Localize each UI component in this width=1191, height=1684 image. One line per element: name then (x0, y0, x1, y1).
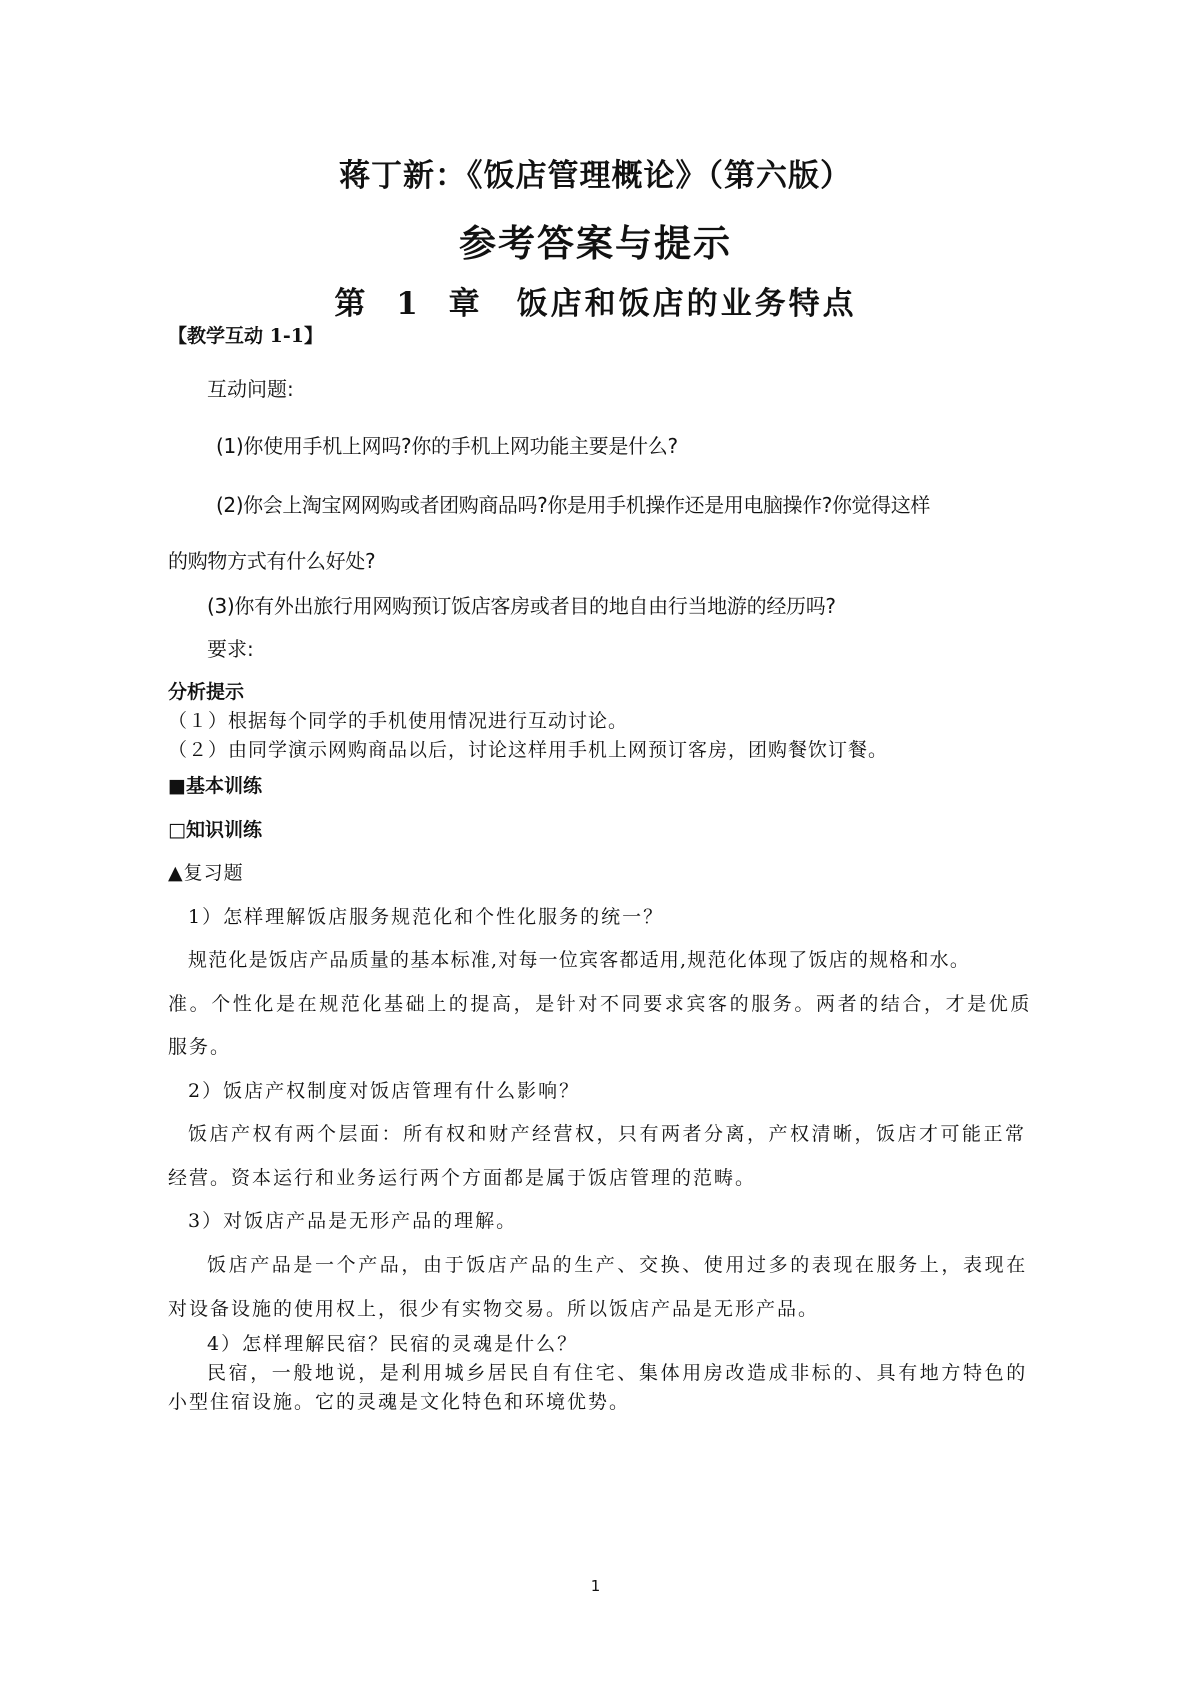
interaction-question-2-line-1: (2)你会上淘宝网网购或者团购商品吗?你是用手机操作还是用电脑操作?你觉得这样 (216, 493, 930, 517)
analysis-heading: 分析提示 (168, 681, 245, 703)
review-question-2: 2）饭店产权制度对饭店管理有什么影响？ (188, 1080, 581, 1102)
book-title: 蒋丁新：《饭店管理概论》（第六版） (339, 158, 852, 194)
interaction-question-3: (3)你有外出旅行用网购预订饭店客房或者目的地自由行当地游的经历吗? (207, 594, 836, 618)
interaction-section-label: 【教学互动 1-1】 (168, 325, 323, 347)
answer-1-line-2: 准。个性化是在规范化基础上的提高，是针对不同要求宾客的服务。两者的结合，才是优质 (168, 993, 1033, 1015)
review-question-4: 4）怎样理解民宿？民宿的灵魂是什么？ (207, 1333, 579, 1355)
answer-2-line-2: 经营。资本运行和业务运行两个方面都是属于饭店管理的范畴。 (168, 1167, 757, 1189)
answer-3-line-2: 对设备设施的使用权上，很少有实物交易。所以饭店产品是无形产品。 (168, 1298, 820, 1320)
interaction-question-1: (1)你使用手机上网吗?你的手机上网功能主要是什么? (216, 434, 678, 458)
answer-4-line-1: 民宿，一般地说，是利用城乡居民自有住宅、集体用房改造成非标的、具有地方特色的 (207, 1362, 1028, 1384)
chapter-title: 第 1 章 饭店和饭店的业务特点 (334, 286, 857, 322)
page-number: 1 (590, 1577, 601, 1595)
answer-3-line-1: 饭店产品是一个产品，由于饭店产品的生产、交换、使用过多的表现在服务上，表现在 (207, 1254, 1028, 1276)
answer-2-line-1: 饭店产权有两个层面：所有权和财产经营权，只有两者分离，产权清晰，饭店才可能正常 (188, 1123, 1027, 1145)
interaction-question-label: 互动问题: (207, 377, 294, 401)
review-question-1: 1）怎样理解饭店服务规范化和个性化服务的统一？ (188, 906, 665, 928)
answer-1-line-1: 规范化是饭店产品质量的基本标准,对每一位宾客都适用,规范化体现了饭店的规格和水。 (188, 949, 971, 971)
basic-training-heading: ■基本训练 (168, 775, 262, 797)
review-questions-heading: ▲复习题 (168, 862, 244, 884)
answer-1-line-3: 服务。 (168, 1036, 232, 1058)
review-question-3: 3）对饭店产品是无形产品的理解。 (188, 1210, 518, 1232)
knowledge-training-heading: □知识训练 (168, 819, 262, 841)
analysis-item-2: （２）由同学演示网购商品以后，讨论这样用手机上网预订客房，团购餐饮订餐。 (168, 739, 889, 761)
document-title: 参考答案与提示 (459, 221, 732, 265)
answer-4-line-2: 小型住宿设施。它的灵魂是文化特色和环境优势。 (168, 1391, 631, 1413)
interaction-question-2-line-2: 的购物方式有什么好处? (168, 549, 376, 573)
interaction-requirement-label: 要求: (207, 637, 254, 661)
analysis-item-1: （１）根据每个同学的手机使用情况进行互动讨论。 (168, 710, 629, 732)
